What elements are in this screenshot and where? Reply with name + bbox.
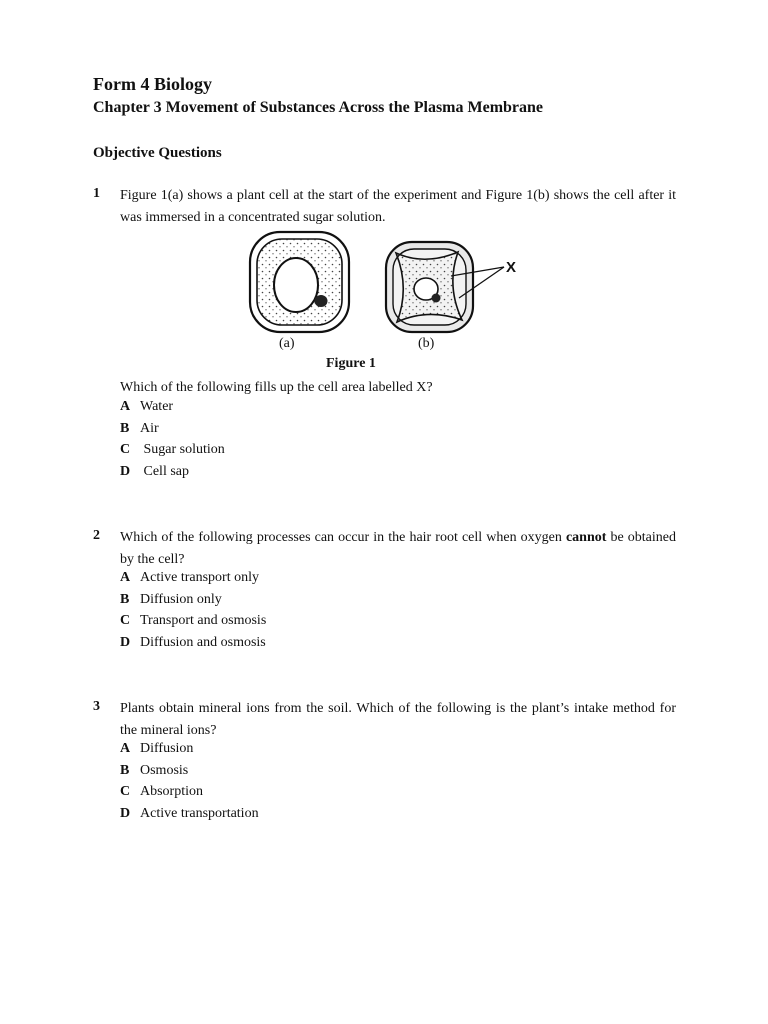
question-3-option-d[interactable]: D Active transportation bbox=[120, 806, 259, 821]
question-2-option-a[interactable]: A Active transport only bbox=[120, 570, 259, 585]
question-1-option-a[interactable]: A Water bbox=[120, 399, 174, 414]
question-2-number: 2 bbox=[93, 528, 100, 543]
question-2-option-d[interactable]: D Diffusion and osmosis bbox=[120, 635, 266, 650]
question-2-emphasis: cannot bbox=[565, 530, 607, 545]
question-1-number: 1 bbox=[93, 186, 100, 201]
question-3-option-a[interactable]: A Diffusion bbox=[120, 741, 194, 756]
question-1-option-d[interactable]: D Cell sap bbox=[120, 464, 189, 479]
question-3-text: Plants obtain mineral ions from the soil. Which of the following is the plant’s intake method for the mineral ions? bbox=[120, 701, 676, 738]
cell-b-illustration bbox=[386, 242, 473, 332]
chapter-title: Chapter 3 Movement of Substances Across the Plasma Membrane bbox=[93, 99, 544, 116]
figure-label-b: (b) bbox=[418, 336, 435, 351]
question-2-option-b[interactable]: B Diffusion only bbox=[120, 592, 222, 607]
figure-1-diagram bbox=[240, 228, 530, 336]
question-2-text: Which of the following processes can occur in the hair root cell when oxygen cannot be obtained by the cell? bbox=[120, 530, 676, 567]
question-2-option-c[interactable]: C Transport and osmosis bbox=[120, 613, 267, 628]
cell-a-illustration bbox=[250, 232, 349, 332]
question-3-option-b[interactable]: B Osmosis bbox=[120, 763, 189, 778]
question-1-option-b[interactable]: B Air bbox=[120, 421, 159, 436]
question-3-option-c[interactable]: C Absorption bbox=[120, 784, 203, 799]
document-title: Form 4 Biology bbox=[93, 74, 212, 94]
question-1-option-c[interactable]: C Sugar solution bbox=[120, 442, 225, 457]
figure-label-a: (a) bbox=[279, 336, 295, 351]
section-heading: Objective Questions bbox=[93, 145, 222, 161]
question-1-prompt: Which of the following fills up the cell area labelled X? bbox=[120, 380, 433, 395]
question-3-number: 3 bbox=[93, 699, 100, 714]
figure-caption: Figure 1 bbox=[326, 356, 376, 371]
figure-marker-x: X bbox=[506, 259, 517, 276]
question-1-text: Figure 1(a) shows a plant cell at the start of the experiment and Figure 1(b) shows the cell after it was immersed in a concentrated sugar solution. bbox=[120, 188, 676, 225]
